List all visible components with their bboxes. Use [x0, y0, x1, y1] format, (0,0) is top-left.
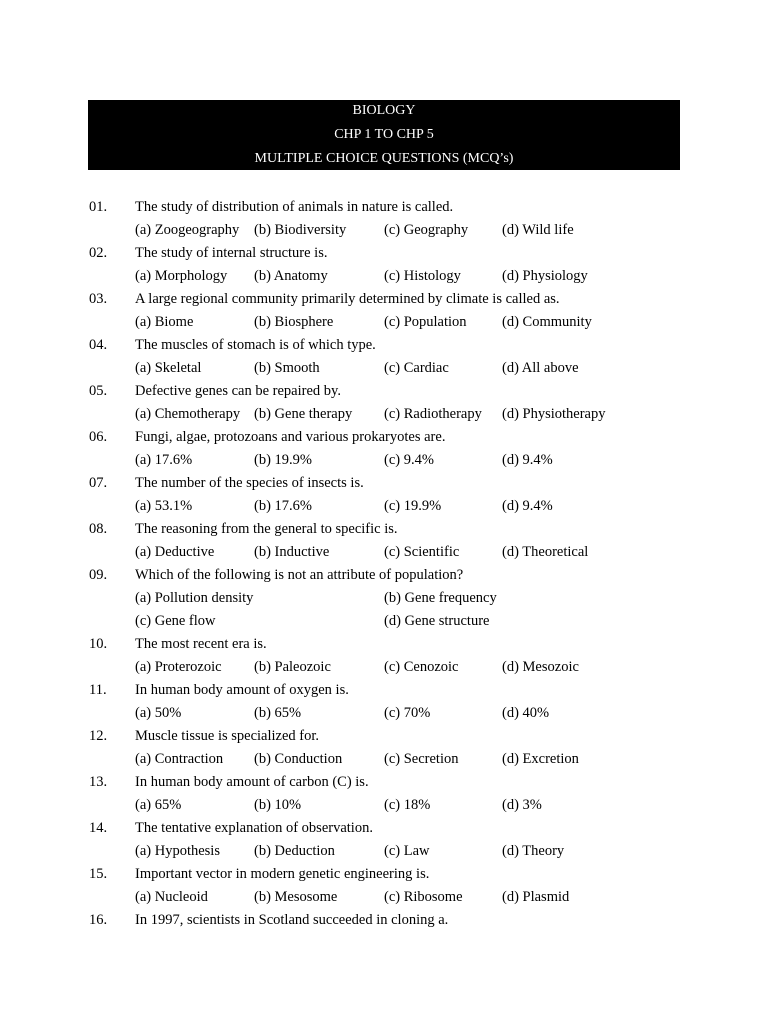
question-text: The reasoning from the general to specific is. [135, 521, 398, 537]
answer-option: (d) 9.4% [502, 452, 553, 468]
answer-option: (c) Histology [384, 268, 461, 284]
options-row [0, 357, 768, 380]
answer-option: (c) Law [384, 843, 430, 859]
question-number: 13. [89, 774, 108, 790]
answer-option: (b) Anatomy [254, 268, 328, 284]
question-number: 05. [89, 383, 108, 399]
question-row [0, 380, 768, 403]
question-number: 07. [89, 475, 108, 491]
options-row [0, 311, 768, 334]
answer-option: (d) Theoretical [502, 544, 589, 560]
question-number: 12. [89, 728, 108, 744]
answer-option: (b) Inductive [254, 544, 330, 560]
answer-option: (b) Paleozoic [254, 659, 331, 675]
answer-option: (b) Conduction [254, 751, 343, 767]
answer-option: (d) All above [502, 360, 579, 376]
answer-option: (a) 50% [135, 705, 182, 721]
chapters-heading: CHP 1 TO CHP 5 [334, 127, 434, 142]
answer-option: (a) 17.6% [135, 452, 193, 468]
question-text: The tentative explanation of observation. [135, 820, 373, 836]
answer-option: (b) Smooth [254, 360, 320, 376]
question-number: 02. [89, 245, 108, 261]
question-row [0, 679, 768, 702]
answer-option: (a) Contraction [135, 751, 224, 767]
question-row [0, 334, 768, 357]
answer-option: (a) Chemotherapy [135, 406, 241, 422]
answer-option: (a) 65% [135, 797, 182, 813]
title-banner [88, 100, 680, 170]
answer-option: (a) Nucleoid [135, 889, 208, 905]
question-text: The muscles of stomach is of which type. [135, 337, 376, 353]
answer-option: (c) 18% [384, 797, 431, 813]
answer-option: (c) Ribosome [384, 889, 463, 905]
question-text: The number of the species of insects is. [135, 475, 364, 491]
question-text: Which of the following is not an attribute of population? [135, 567, 464, 583]
options-row [0, 265, 768, 288]
answer-option: (d) 9.4% [502, 498, 553, 514]
options-row [0, 840, 768, 863]
answer-option: (c) 19.9% [384, 498, 442, 514]
answer-option: (b) Biosphere [254, 314, 334, 330]
options-row [0, 610, 768, 633]
question-number: 16. [89, 912, 108, 928]
options-row [0, 495, 768, 518]
answer-option: (d) Excretion [502, 751, 579, 767]
answer-option: (d) 3% [502, 797, 542, 813]
question-row [0, 518, 768, 541]
answer-option: (a) Deductive [135, 544, 215, 560]
options-row [0, 403, 768, 426]
answer-option: (c) Radiotherapy [384, 406, 482, 422]
question-text: Muscle tissue is specialized for. [135, 728, 320, 744]
answer-option: (d) 40% [502, 705, 550, 721]
question-text: The most recent era is. [135, 636, 267, 652]
answer-option: (c) 70% [384, 705, 431, 721]
answer-option: (a) Skeletal [135, 360, 202, 376]
answer-option: (c) Population [384, 314, 467, 330]
options-row [0, 702, 768, 725]
answer-option: (b) Gene frequency [384, 590, 497, 606]
answer-option: (b) Biodiversity [254, 222, 347, 238]
question-number: 01. [89, 199, 108, 215]
answer-option: (d) Physiotherapy [502, 406, 606, 422]
question-number: 15. [89, 866, 108, 882]
answer-option: (b) 65% [254, 705, 302, 721]
question-text: Fungi, algae, protozoans and various prokaryotes are. [135, 429, 446, 445]
question-text: Defective genes can be repaired by. [135, 383, 341, 399]
options-row [0, 219, 768, 242]
answer-option: (a) Pollution density [135, 590, 254, 606]
question-number: 10. [89, 636, 108, 652]
answer-option: (b) Mesosome [254, 889, 338, 905]
answer-option: (d) Physiology [502, 268, 588, 284]
question-row [0, 288, 768, 311]
question-number: 03. [89, 291, 108, 307]
options-row [0, 587, 768, 610]
question-text: In human body amount of oxygen is. [135, 682, 349, 698]
answer-option: (a) Zoogeography [135, 222, 240, 238]
question-list [0, 196, 768, 932]
answer-option: (c) 9.4% [384, 452, 434, 468]
answer-option: (a) 53.1% [135, 498, 193, 514]
answer-option: (d) Mesozoic [502, 659, 579, 675]
answer-option: (b) Gene therapy [254, 406, 353, 422]
answer-option: (d) Gene structure [384, 613, 490, 629]
answer-option: (c) Scientific [384, 544, 460, 560]
question-row [0, 633, 768, 656]
question-row [0, 196, 768, 219]
question-row [0, 817, 768, 840]
question-number: 09. [89, 567, 108, 583]
answer-option: (a) Hypothesis [135, 843, 220, 859]
question-row [0, 472, 768, 495]
answer-option: (a) Biome [135, 314, 194, 330]
answer-option: (d) Community [502, 314, 592, 330]
question-row [0, 242, 768, 265]
question-row [0, 909, 768, 932]
answer-option: (b) Deduction [254, 843, 335, 859]
answer-option: (d) Wild life [502, 222, 574, 238]
answer-option: (a) Proterozoic [135, 659, 222, 675]
question-row [0, 426, 768, 449]
answer-option: (b) 10% [254, 797, 302, 813]
options-row [0, 748, 768, 771]
answer-option: (b) 19.9% [254, 452, 312, 468]
answer-option: (c) Secretion [384, 751, 459, 767]
question-row [0, 771, 768, 794]
answer-option: (c) Gene flow [135, 613, 216, 629]
question-number: 08. [89, 521, 108, 537]
options-row [0, 886, 768, 909]
question-text: The study of distribution of animals in nature is called. [135, 199, 454, 215]
options-row [0, 794, 768, 817]
question-text: The study of internal structure is. [135, 245, 328, 261]
question-number: 04. [89, 337, 108, 353]
question-text: In human body amount of carbon (C) is. [135, 774, 369, 790]
answer-option: (a) Morphology [135, 268, 228, 284]
question-row [0, 863, 768, 886]
answer-option: (c) Cardiac [384, 360, 449, 376]
subject-heading: BIOLOGY [352, 103, 416, 118]
answer-option: (d) Theory [502, 843, 565, 859]
options-row [0, 541, 768, 564]
question-number: 06. [89, 429, 108, 445]
answer-option: (d) Plasmid [502, 889, 570, 905]
answer-option: (c) Geography [384, 222, 469, 238]
mcq-heading: MULTIPLE CHOICE QUESTIONS (MCQ’s) [254, 151, 514, 166]
question-number: 11. [89, 682, 107, 698]
question-row [0, 725, 768, 748]
options-row [0, 656, 768, 679]
question-text: Important vector in modern genetic engineering is. [135, 866, 430, 882]
question-text: In 1997, scientists in Scotland succeeded in cloning a. [135, 912, 449, 928]
answer-option: (c) Cenozoic [384, 659, 459, 675]
question-text: A large regional community primarily determined by climate is called as. [135, 291, 560, 307]
question-number: 14. [89, 820, 108, 836]
answer-option: (b) 17.6% [254, 498, 312, 514]
options-row [0, 449, 768, 472]
question-row [0, 564, 768, 587]
